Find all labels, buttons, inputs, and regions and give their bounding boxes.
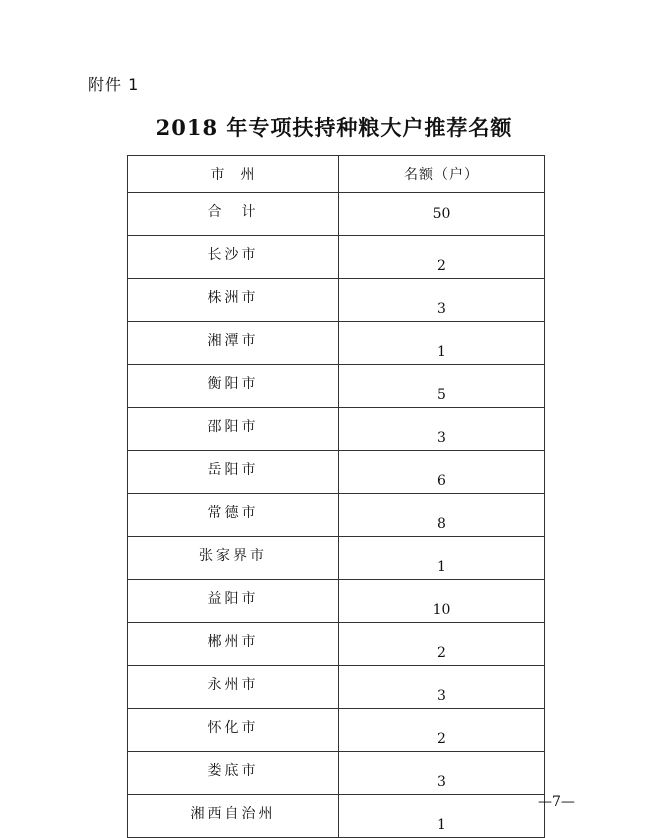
quota-value: 1	[339, 537, 545, 580]
city-name: 娄底市	[128, 752, 339, 795]
document-title: 2018 年专项扶持种粮大户推荐名额	[155, 115, 513, 140]
table-row	[128, 365, 545, 408]
table-row-total	[128, 193, 545, 236]
city-name: 郴州市	[128, 623, 339, 666]
table-row	[128, 279, 545, 322]
total-label: 合 计	[128, 193, 339, 236]
table-row	[128, 408, 545, 451]
city-name: 怀化市	[128, 709, 339, 752]
header-quota: 名额（户）	[339, 156, 545, 193]
quota-value: 5	[339, 365, 545, 408]
table-row	[128, 451, 545, 494]
header-city: 市 州	[128, 156, 339, 193]
page-number: —7—	[538, 794, 575, 810]
city-name: 湘西自治州	[128, 795, 339, 838]
city-name: 岳阳市	[128, 451, 339, 494]
total-value: 50	[339, 193, 545, 236]
table-row	[128, 494, 545, 537]
city-name: 永州市	[128, 666, 339, 709]
city-name: 长沙市	[128, 236, 339, 279]
quota-value: 2	[339, 236, 545, 279]
quota-value: 2	[339, 623, 545, 666]
quota-value: 1	[339, 795, 545, 838]
quota-table	[127, 155, 545, 838]
city-name: 衡阳市	[128, 365, 339, 408]
quota-value: 3	[339, 408, 545, 451]
table-row	[128, 666, 545, 709]
city-name: 株洲市	[128, 279, 339, 322]
city-name: 益阳市	[128, 580, 339, 623]
table-row	[128, 580, 545, 623]
table-row	[128, 795, 545, 838]
table-header-row	[128, 156, 545, 193]
quota-value: 2	[339, 709, 545, 752]
city-name: 邵阳市	[128, 408, 339, 451]
attachment-label: 附件 1	[88, 75, 140, 94]
city-name: 湘潭市	[128, 322, 339, 365]
table-row	[128, 537, 545, 580]
quota-value: 3	[339, 666, 545, 709]
table-row	[128, 709, 545, 752]
quota-value: 1	[339, 322, 545, 365]
table-row	[128, 322, 545, 365]
quota-value: 8	[339, 494, 545, 537]
table-row	[128, 623, 545, 666]
quota-value: 10	[339, 580, 545, 623]
city-name: 张家界市	[128, 537, 339, 580]
quota-value: 3	[339, 279, 545, 322]
quota-value: 3	[339, 752, 545, 795]
table-row	[128, 752, 545, 795]
quota-value: 6	[339, 451, 545, 494]
city-name: 常德市	[128, 494, 339, 537]
table-row	[128, 236, 545, 279]
